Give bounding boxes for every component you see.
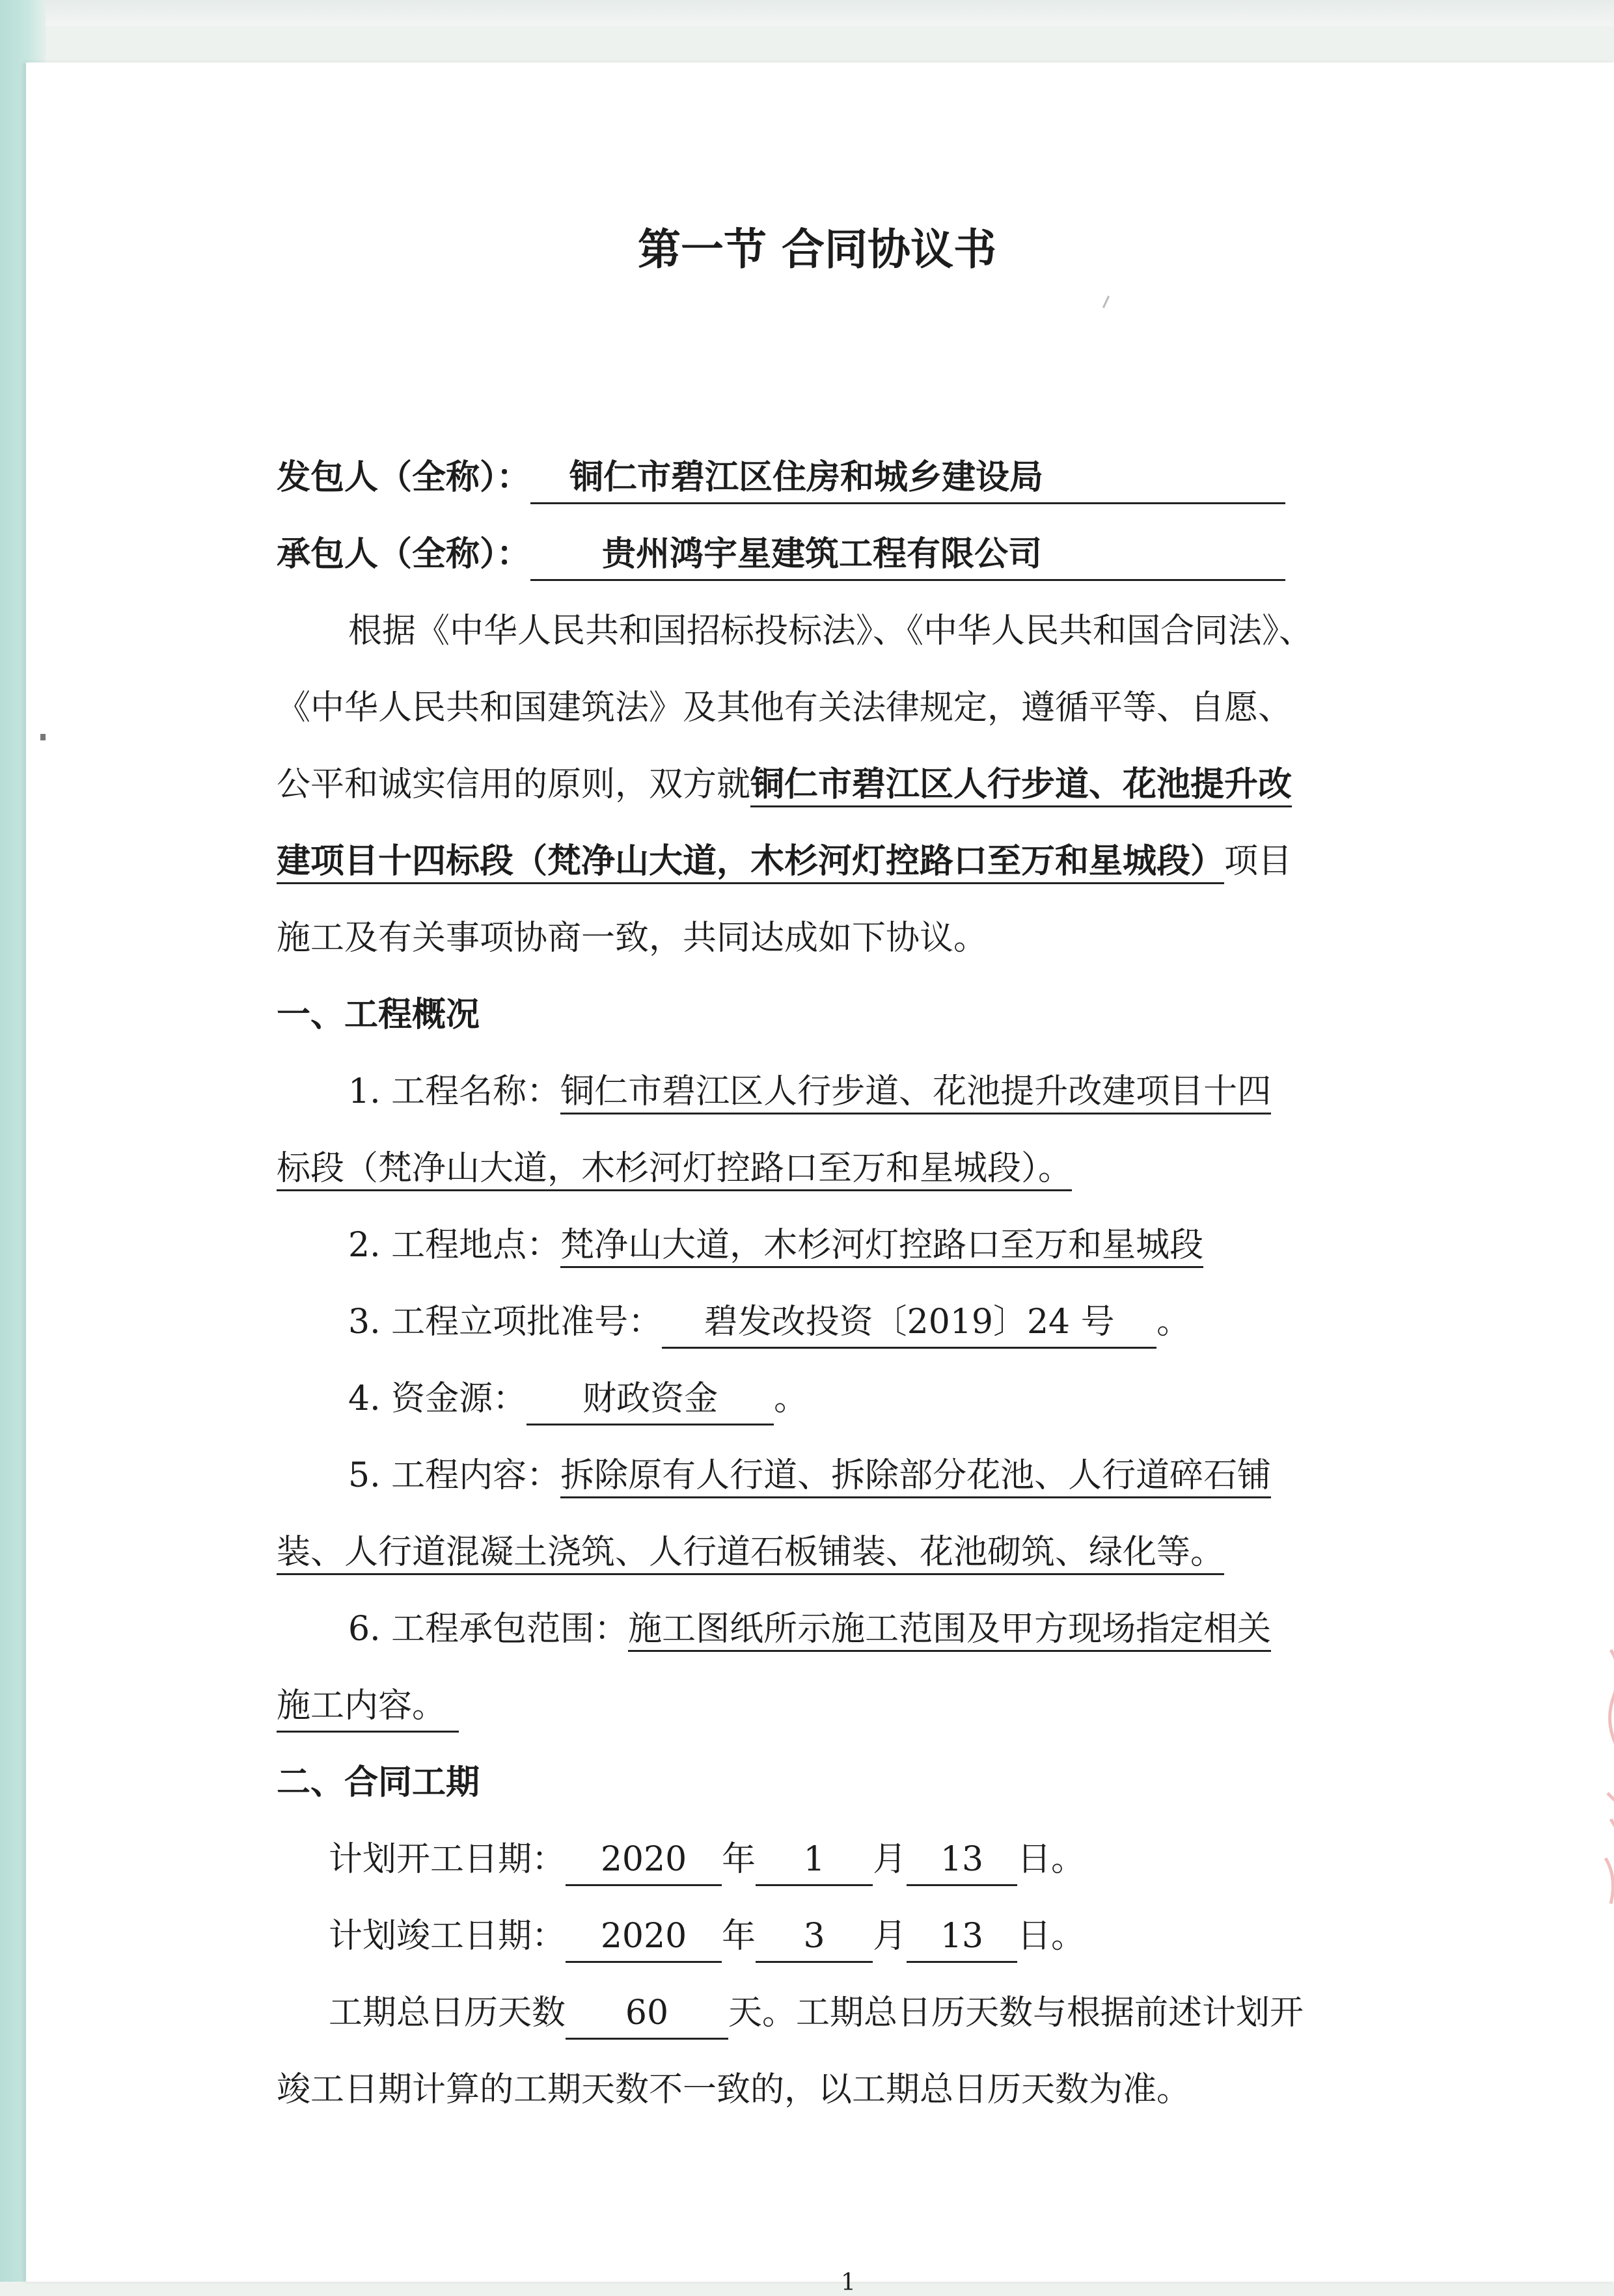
preamble-line-5: 施工及有关事项协商一致，共同达成如下协议。: [277, 919, 988, 958]
item-5-label: 5. 工程内容：: [348, 1456, 561, 1495]
total-days-label: 工期总日历天数: [329, 1993, 566, 2033]
total-days-text: 天。工期总日历天数与根据前述计划开: [728, 1993, 1304, 2033]
item-3-value: 碧发改投资〔2019〕24 号: [662, 1297, 1156, 1349]
item-3-label: 3. 工程立项批准号：: [348, 1303, 663, 1342]
scan-dot: [40, 734, 46, 740]
section-heading-2: 二、合同工期: [277, 1763, 480, 1802]
total-days-line: [329, 1988, 1304, 2040]
item-4-label: 4. 资金源：: [348, 1379, 527, 1418]
total-days-value: 60: [566, 1988, 728, 2040]
scan-top-edge: [0, 0, 1614, 26]
end-month: 3: [756, 1911, 873, 1963]
month-unit: 月: [873, 1840, 907, 1879]
month-unit: 月: [873, 1917, 907, 1956]
day-unit: 日。: [1017, 1917, 1086, 1956]
item-5-continued: [277, 1528, 1224, 1577]
end-date-line: [329, 1911, 1085, 1963]
seal-fragment-icon: [1591, 1643, 1614, 1917]
day-unit: 日。: [1017, 1840, 1086, 1879]
item-2-value: 梵净山大道，木杉河灯控路口至万和星城段: [560, 1226, 1203, 1268]
employer-label: 发包人（全称）：: [277, 458, 531, 497]
item-4: [348, 1374, 808, 1425]
item-5: [348, 1451, 1271, 1500]
end-year: 2020: [566, 1911, 722, 1963]
item-4-value: 财政资金: [527, 1374, 774, 1425]
total-days-continued: 竣工日期计算的工期天数不一致的，以工期总日历天数为准。: [277, 2070, 1191, 2109]
preamble-text: 公平和诚实信用的原则，双方就: [277, 765, 751, 804]
preamble-line-4: [277, 837, 1292, 886]
end-date-label: 计划竣工日期：: [329, 1917, 566, 1956]
contractor-line: [277, 530, 1285, 581]
item-5-value-cont: 装、人行道混凝土浇筑、人行道石板铺装、花池砌筑、绿化等。: [277, 1533, 1224, 1575]
scan-mark: [1102, 295, 1110, 308]
item-3: [348, 1297, 1190, 1349]
start-date-line: [329, 1835, 1085, 1886]
page-title: 第一节 合同协议书: [638, 224, 996, 275]
preamble-text: 项目: [1224, 842, 1293, 881]
item-6-value: 施工图纸所示施工范围及甲方现场指定相关: [628, 1610, 1271, 1652]
item-4-end: 。: [774, 1379, 808, 1418]
item-3-end: 。: [1156, 1303, 1191, 1342]
preamble-line-1: 根据《中华人民共和国招标投标法》、《中华人民共和国合同法》、: [348, 612, 1313, 651]
item-1: [348, 1067, 1271, 1116]
contractor-name: 贵州鸿宇星建筑工程有限公司: [530, 530, 1285, 581]
year-unit: 年: [722, 1917, 756, 1956]
employer-name: 铜仁市碧江区住房和城乡建设局: [530, 453, 1285, 504]
start-date-label: 计划开工日期：: [329, 1840, 566, 1879]
item-6-continued: [277, 1681, 459, 1733]
start-month: 1: [756, 1835, 873, 1886]
item-1-continued: [277, 1144, 1072, 1193]
employer-line: [277, 453, 1285, 504]
preamble-line-3: [277, 760, 1292, 809]
start-day: 13: [907, 1835, 1017, 1886]
item-2: [348, 1221, 1203, 1270]
item-6-value-cont: 施工内容。: [277, 1681, 459, 1733]
item-6: [348, 1604, 1271, 1654]
project-name-part-1: 铜仁市碧江区人行步道、花池提升改: [750, 765, 1292, 807]
item-2-label: 2. 工程地点：: [348, 1226, 561, 1265]
year-unit: 年: [722, 1840, 756, 1879]
project-name-part-2: 建项目十四标段（梵净山大道，木杉河灯控路口至万和星城段）: [277, 842, 1224, 884]
section-heading-1: 一、工程概况: [277, 995, 480, 1034]
item-1-value-cont: 标段（梵净山大道，木杉河灯控路口至万和星城段）。: [277, 1149, 1072, 1191]
item-5-value: 拆除原有人行道、拆除部分花池、人行道碎石铺: [560, 1456, 1271, 1498]
item-6-label: 6. 工程承包范围：: [348, 1610, 629, 1649]
preamble-line-2: 《中华人民共和国建筑法》及其他有关法律规定，遵循平等、自愿、: [277, 688, 1293, 727]
contractor-label: 承包人（全称）：: [277, 535, 531, 574]
document-page: [26, 62, 1614, 2296]
item-1-value: 铜仁市碧江区人行步道、花池提升改建项目十四: [560, 1072, 1271, 1114]
start-year: 2020: [566, 1835, 722, 1886]
item-1-label: 1. 工程名称：: [348, 1072, 561, 1111]
page-number: 1: [841, 2269, 856, 2296]
end-day: 13: [907, 1911, 1017, 1963]
